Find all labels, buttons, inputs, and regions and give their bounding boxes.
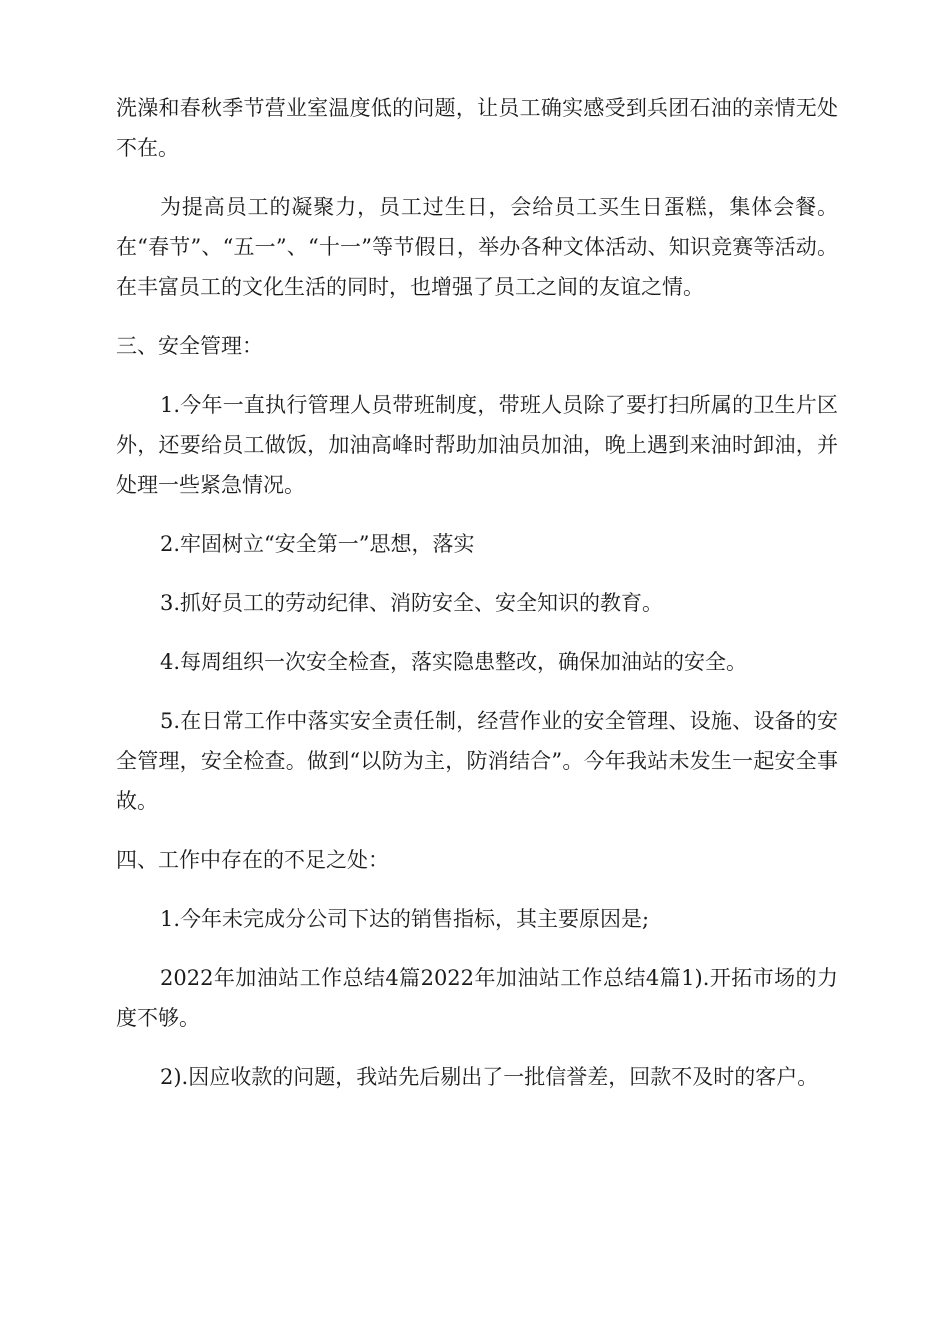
list-item: 1.今年未完成分公司下达的销售指标，其主要原因是;: [160, 907, 650, 931]
list-item: 2022年加油站工作总结4篇2022年加油站工作总结4篇1).开拓市场的力度不够。: [116, 966, 838, 1030]
list-item: 2).因应收款的问题，我站先后剔出了一批信誉差，回款不及时的客户。: [160, 1065, 819, 1089]
document-body: [116, 88, 838, 1116]
list-item: 1.今年一直执行管理人员带班制度，带班人员除了要打扫所属的卫生片区外，还要给员工做饭，加油高峰时帮助加油员加油，晚上遇到来油时卸油，并处理一些紧急情况。: [116, 393, 838, 497]
paragraph: 洗澡和春秋季节营业室温度低的问题，让员工确实感受到兵团石油的亲情无处不在。: [116, 96, 838, 160]
list-item: 2.牢固树立“安全第一”思想，落实: [160, 532, 475, 556]
list-item: 4.每周组织一次安全检查，落实隐患整改，确保加油站的安全。: [160, 650, 748, 674]
section-heading: 四、工作中存在的不足之处：: [116, 848, 389, 872]
paragraph: 为提高员工的凝聚力，员工过生日，会给员工买生日蛋糕，集体会餐。在“春节”、“五一”、“十一”等节假日，举办各种文体活动、知识竞赛等活动。在丰富员工的文化生活的同时，也增强了员工之间的友谊之情。: [116, 195, 838, 299]
section-heading: 三、安全管理：: [116, 334, 263, 358]
list-item: 3.抓好员工的劳动纪律、消防安全、安全知识的教育。: [160, 591, 664, 615]
list-item: 5.在日常工作中落实安全责任制，经营作业的安全管理、设施、设备的安全管理，安全检查。做到“以防为主，防消结合”。今年我站未发生一起安全事故。: [116, 709, 838, 813]
